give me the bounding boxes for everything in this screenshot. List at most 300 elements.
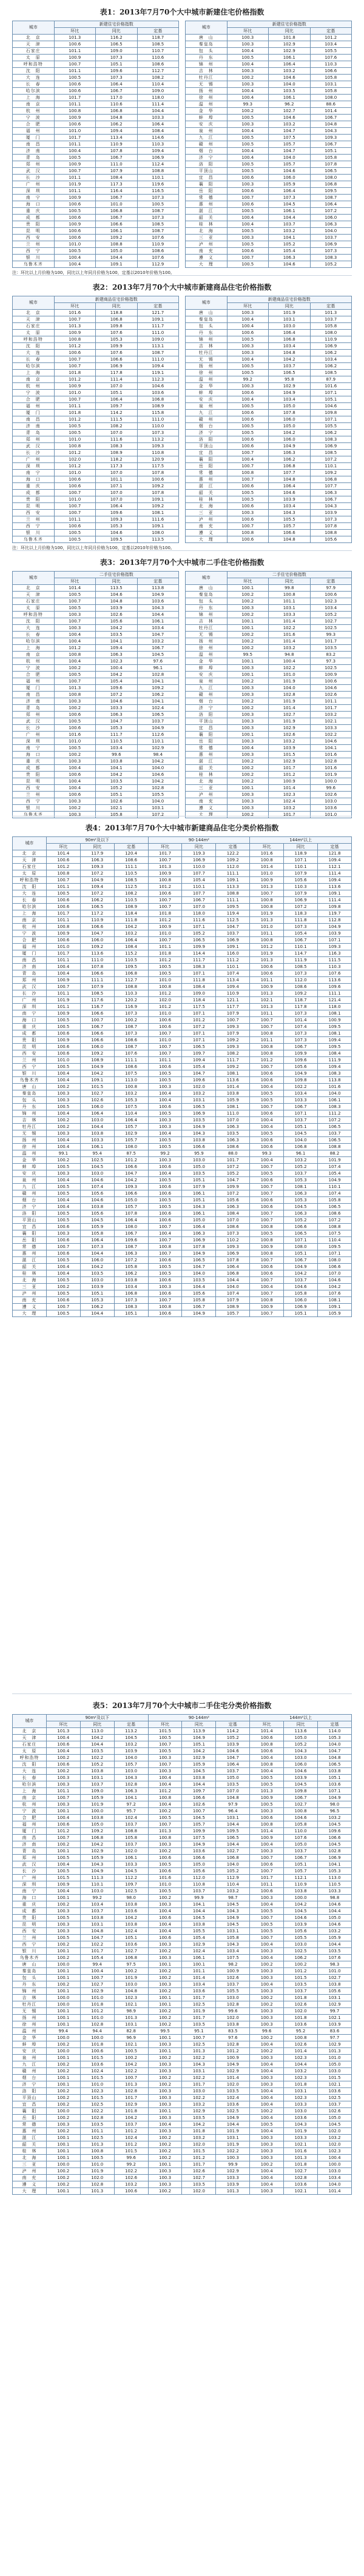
index-value: 102.1 xyxy=(318,2015,352,2021)
index-value: 107.1 xyxy=(284,857,318,864)
index-value: 100.3 xyxy=(227,35,269,41)
index-value: 100.8 xyxy=(80,2148,114,2155)
index-value: 104.5 xyxy=(318,2121,352,2128)
index-value: 105.6 xyxy=(80,1210,114,1217)
index-value: 107.7 xyxy=(269,470,311,476)
table-4-title: 表4：2013年7月70个大中城市新建商品住宅分类价格指数 xyxy=(85,824,279,832)
index-value: 113.4 xyxy=(96,135,138,141)
index-value: 107.0 xyxy=(182,904,216,910)
index-value: 106.5 xyxy=(318,1204,352,1210)
index-value: 106.6 xyxy=(182,1855,216,1861)
index-value: 109.4 xyxy=(318,1037,352,1044)
column-separator xyxy=(179,450,186,456)
index-value: 110.9 xyxy=(137,241,179,248)
index-value: 102.2 xyxy=(182,2055,216,2061)
index-value: 100.6 xyxy=(54,483,96,490)
index-value: 105.1 xyxy=(284,1861,318,1868)
column-separator xyxy=(179,523,186,530)
city-name: 天 津 xyxy=(13,857,47,864)
table-row xyxy=(13,812,352,818)
table-row xyxy=(13,1084,352,1090)
index-value: 100.6 xyxy=(227,248,269,255)
city-name: 南 昌 xyxy=(13,416,55,423)
index-value: 106.8 xyxy=(96,208,138,215)
index-value: 100.3 xyxy=(148,1124,182,1130)
index-value: 100.7 xyxy=(148,897,182,904)
index-value: 100.3 xyxy=(250,2075,284,2081)
index-value: 106.6 xyxy=(80,1030,114,1037)
index-value: 103.1 xyxy=(318,1995,352,2001)
index-value: 99.9 xyxy=(216,2161,250,2168)
index-value: 100.6 xyxy=(250,964,284,970)
index-value: 101.9 xyxy=(318,1157,352,1164)
index-value: 104.9 xyxy=(182,1124,216,1130)
city-name: 海 口 xyxy=(13,476,55,483)
city-name: 济 宁 xyxy=(13,2081,47,2088)
index-value: 111.7 xyxy=(182,957,216,964)
city-name: 蚌 埠 xyxy=(186,115,228,121)
city-name: 北 海 xyxy=(186,228,228,235)
index-value: 108.2 xyxy=(96,423,138,430)
index-value: 100.3 xyxy=(46,1097,80,1104)
index-value: 107.3 xyxy=(284,1037,318,1044)
index-value: 102.9 xyxy=(182,2108,216,2115)
table-row xyxy=(13,316,352,323)
city-name: 大 连 xyxy=(13,75,55,81)
index-value: 103.1 xyxy=(284,2088,318,2095)
index-value: 100.1 xyxy=(46,2055,80,2061)
column-separator xyxy=(179,135,186,141)
city-name: 厦 门 xyxy=(13,685,55,692)
index-value: 108.7 xyxy=(114,1024,148,1030)
index-value: 100.8 xyxy=(114,1084,148,1090)
city-name: 兰 州 xyxy=(13,1935,47,1941)
index-value: 106.4 xyxy=(80,1237,114,1244)
index-value: 100.4 xyxy=(54,785,96,792)
table-row xyxy=(13,1037,352,1044)
index-value: 111.4 xyxy=(318,870,352,877)
index-value: 100.4 xyxy=(46,1137,80,1144)
index-value: 104.5 xyxy=(284,1781,318,1788)
table-row xyxy=(13,2008,352,2015)
index-value: 102.9 xyxy=(318,2041,352,2048)
index-value: 87.5 xyxy=(114,1150,148,1157)
city-name: 福 州 xyxy=(13,678,55,685)
column-separator xyxy=(179,503,186,510)
table-row xyxy=(13,924,352,930)
city-name: 韶 关 xyxy=(13,1264,47,1270)
index-value: 100.1 xyxy=(46,2015,80,2021)
city-name: 泸 州 xyxy=(186,516,228,523)
index-value: 110.5 xyxy=(114,957,148,964)
index-value: 103.5 xyxy=(80,1270,114,1277)
index-value: 100.3 xyxy=(148,2181,182,2188)
city-name: 蚌 埠 xyxy=(13,1164,47,1170)
index-value: 100.6 xyxy=(250,1204,284,1210)
index-value: 101.5 xyxy=(80,2095,114,2101)
table-row xyxy=(13,1788,352,1795)
index-value: 101.4 xyxy=(269,638,311,645)
city-name: 海 口 xyxy=(13,201,55,208)
index-value: 101.2 xyxy=(148,990,182,997)
city-name: 昆 明 xyxy=(13,503,55,510)
index-value: 103.5 xyxy=(182,2181,216,2188)
table-row xyxy=(13,698,352,705)
index-value: 105.5 xyxy=(310,48,352,55)
index-value: 105.7 xyxy=(182,1821,216,1828)
index-value: 109.0 xyxy=(80,1788,114,1795)
column-separator xyxy=(179,456,186,463)
index-value: 103.2 xyxy=(114,930,148,937)
column-separator xyxy=(179,592,186,598)
city-name: 泉 州 xyxy=(186,128,228,135)
city-name: 乌鲁木齐 xyxy=(13,536,55,543)
index-value: 105.4 xyxy=(182,1935,216,1941)
index-value: 100.5 xyxy=(148,1204,182,1210)
table-2-block xyxy=(12,282,352,551)
index-value: 101.0 xyxy=(54,436,96,443)
index-value: 105.8 xyxy=(114,1835,148,1841)
index-value: 102.6 xyxy=(310,692,352,698)
col-header: 定基 xyxy=(310,578,352,585)
index-value: 106.3 xyxy=(310,490,352,496)
index-value: 100.2 xyxy=(284,1961,318,1968)
index-value: 109.9 xyxy=(216,1184,250,1190)
index-value: 107.1 xyxy=(318,1788,352,1795)
index-value: 100.7 xyxy=(54,396,96,403)
index-value: 106.7 xyxy=(284,1795,318,1801)
city-name: 惠 州 xyxy=(186,476,228,483)
index-value: 100.3 xyxy=(148,1841,182,1848)
city-name: 昆 明 xyxy=(13,228,55,235)
city-name: 九 江 xyxy=(13,2061,47,2068)
index-value: 111.0 xyxy=(96,161,138,168)
index-value: 100.7 xyxy=(250,1184,284,1190)
index-value: 109.4 xyxy=(318,1064,352,1070)
column-separator xyxy=(179,241,186,248)
index-value: 101.3 xyxy=(318,2048,352,2055)
index-value: 103.7 xyxy=(284,1277,318,1284)
table-header xyxy=(13,837,352,850)
table-row xyxy=(13,1030,352,1037)
city-name: 重 庆 xyxy=(13,1901,47,1908)
index-value: 107.1 xyxy=(310,416,352,423)
index-value: 106.4 xyxy=(96,503,138,510)
table-row xyxy=(13,1901,352,1908)
index-value: 113.6 xyxy=(284,1728,318,1735)
column-separator xyxy=(179,316,186,323)
table-row xyxy=(13,712,352,718)
column-separator xyxy=(179,48,186,55)
index-value: 104.4 xyxy=(80,1250,114,1257)
index-value: 106.6 xyxy=(96,356,138,363)
index-value: 102.5 xyxy=(182,2041,216,2048)
index-value: 105.4 xyxy=(269,248,311,255)
index-value: 104.9 xyxy=(137,592,179,598)
index-value: 106.7 xyxy=(182,897,216,904)
index-value: 103.3 xyxy=(216,2175,250,2181)
index-value: 103.8 xyxy=(80,1815,114,1821)
city-name: 合 肥 xyxy=(13,672,55,678)
index-value: 103.8 xyxy=(182,1775,216,1781)
table-row xyxy=(13,1835,352,1841)
index-value: 105.1 xyxy=(284,1310,318,1317)
index-value: 108.5 xyxy=(310,370,352,376)
index-value: 103.7 xyxy=(114,1841,148,1848)
col-header: 定基 xyxy=(114,844,148,850)
table-2-title: 表2：2013年7月70个大中城市新建商品住宅价格指数 xyxy=(92,283,272,292)
index-value: 110.1 xyxy=(216,964,250,970)
table-row xyxy=(13,1955,352,1961)
index-value: 105.3 xyxy=(284,1197,318,1204)
table-row xyxy=(13,463,352,470)
index-value: 105.3 xyxy=(96,336,138,343)
column-separator xyxy=(179,536,186,543)
city-name: 厦 门 xyxy=(13,410,55,416)
index-value: 108.6 xyxy=(114,1037,148,1044)
city-name: 西 安 xyxy=(13,785,55,792)
index-value: 108.2 xyxy=(114,890,148,897)
index-value: 101.1 xyxy=(250,930,284,937)
index-value: 100.4 xyxy=(80,1968,114,1975)
city-name: 哈尔滨 xyxy=(13,638,55,645)
table-row xyxy=(13,2128,352,2135)
city-name: 北 京 xyxy=(13,850,47,857)
index-value: 104.0 xyxy=(269,81,311,88)
table-1-block xyxy=(12,7,352,276)
index-value: 104.6 xyxy=(269,168,311,175)
index-value: 106.4 xyxy=(269,61,311,68)
index-value: 102.9 xyxy=(269,41,311,48)
index-value: 100.4 xyxy=(250,2041,284,2048)
column-separator xyxy=(179,350,186,356)
index-value: 107.8 xyxy=(137,490,179,496)
index-value: 101.8 xyxy=(284,1995,318,2001)
index-value: 101.0 xyxy=(310,812,352,818)
index-value: 100.2 xyxy=(227,772,269,778)
index-value: 100.8 xyxy=(148,1304,182,1310)
index-value: 99.2 xyxy=(148,1150,182,1157)
index-value: 101.3 xyxy=(182,2048,216,2055)
index-value: 99.3 xyxy=(310,632,352,638)
index-value: 104.4 xyxy=(80,1124,114,1130)
index-value: 106.9 xyxy=(182,1237,216,1244)
city-name: 桂 林 xyxy=(186,772,228,778)
index-value: 104.6 xyxy=(269,490,311,496)
index-value: 101.3 xyxy=(54,323,96,330)
index-value: 103.6 xyxy=(137,390,179,396)
table-row xyxy=(13,1077,352,1084)
index-value: 106.9 xyxy=(310,443,352,450)
index-value: 101.9 xyxy=(80,2168,114,2175)
index-value: 103.7 xyxy=(284,1848,318,1855)
index-value: 103.2 xyxy=(137,638,179,645)
index-value: 101.0 xyxy=(318,2055,352,2061)
city-name: 杭 州 xyxy=(13,924,47,930)
index-value: 106.1 xyxy=(182,1955,216,1961)
city-name: 徐 州 xyxy=(13,1144,47,1150)
index-value: 101.9 xyxy=(250,910,284,917)
table-row xyxy=(13,1735,352,1741)
index-value: 100.3 xyxy=(148,2041,182,2048)
column-separator xyxy=(179,812,186,818)
index-value: 100.3 xyxy=(227,605,269,612)
index-value: 100.6 xyxy=(148,1310,182,1317)
city-name: 泸 州 xyxy=(13,2168,47,2175)
index-value: 100.0 xyxy=(80,2035,114,2041)
index-value: 109.2 xyxy=(310,470,352,476)
index-value: 83.2 xyxy=(310,652,352,658)
city-name: 武 汉 xyxy=(13,443,55,450)
index-value: 113.9 xyxy=(182,1728,216,1735)
index-value: 101.7 xyxy=(114,2095,148,2101)
index-value: 95.8 xyxy=(269,376,311,383)
index-value: 101.7 xyxy=(182,2015,216,2021)
index-value: 111.7 xyxy=(96,732,138,738)
col-header: 环比 xyxy=(148,1721,182,1728)
city-name: 海 口 xyxy=(13,1017,47,1024)
index-value: 106.9 xyxy=(310,343,352,350)
index-value: 101.2 xyxy=(54,450,96,456)
index-value: 102.6 xyxy=(269,732,311,738)
column-separator xyxy=(179,738,186,745)
index-value: 102.9 xyxy=(182,1755,216,1761)
index-value: 108.3 xyxy=(182,964,216,970)
index-value: 107.9 xyxy=(284,870,318,877)
index-value: 103.0 xyxy=(318,2068,352,2075)
index-value: 100.4 xyxy=(250,2128,284,2135)
index-value: 108.6 xyxy=(216,1224,250,1230)
index-value: 110.1 xyxy=(182,884,216,890)
index-value: 106.4 xyxy=(310,201,352,208)
index-value: 101.4 xyxy=(216,1084,250,1090)
index-value: 100.1 xyxy=(46,1988,80,1995)
index-value: 100.5 xyxy=(46,1935,80,1941)
index-value: 100.3 xyxy=(148,1084,182,1090)
index-value: 100.6 xyxy=(148,1024,182,1030)
index-value: 100.4 xyxy=(250,2068,284,2075)
city-name: 济 宁 xyxy=(186,430,228,436)
city-name: 西 宁 xyxy=(13,798,55,805)
index-value: 100.4 xyxy=(46,1735,80,1741)
index-value: 100.4 xyxy=(250,1955,284,1961)
index-value: 103.2 xyxy=(216,1888,250,1895)
index-value: 104.9 xyxy=(216,1915,250,1921)
index-value: 106.7 xyxy=(96,195,138,201)
index-value: 102.2 xyxy=(182,2075,216,2081)
table-row xyxy=(13,135,352,141)
city-name: 南 昌 xyxy=(13,957,47,964)
index-value: 105.0 xyxy=(182,1861,216,1868)
index-value: 102.0 xyxy=(318,2128,352,2135)
index-value: 100.2 xyxy=(227,75,269,81)
index-value: 104.1 xyxy=(269,235,311,241)
column-separator xyxy=(179,463,186,470)
index-value: 100.1 xyxy=(46,1848,80,1855)
table-row xyxy=(13,930,352,937)
index-value: 100.3 xyxy=(148,1284,182,1290)
index-value: 106.4 xyxy=(114,1217,148,1224)
table-row xyxy=(13,490,352,496)
index-value: 116.7 xyxy=(80,1004,114,1010)
index-value: 100.3 xyxy=(227,81,269,88)
index-value: 110.1 xyxy=(284,944,318,950)
column-separator xyxy=(179,785,186,792)
index-value: 101.2 xyxy=(148,1004,182,1010)
index-value: 100.2 xyxy=(148,2008,182,2015)
index-value: 103.9 xyxy=(318,2021,352,2028)
col-header: 环比 xyxy=(227,578,269,585)
index-value: 106.9 xyxy=(182,1110,216,1117)
index-value: 103.8 xyxy=(182,1137,216,1144)
header-row xyxy=(13,837,352,844)
index-value: 103.3 xyxy=(269,612,311,618)
city-name: 上 海 xyxy=(13,910,47,917)
index-value: 101.5 xyxy=(182,2148,216,2155)
index-value: 103.7 xyxy=(80,1908,114,1915)
index-value: 104.2 xyxy=(114,2115,148,2121)
city-name: 太 原 xyxy=(13,55,55,61)
index-value: 83.5 xyxy=(216,2028,250,2035)
index-value: 100.5 xyxy=(227,115,269,121)
city-name: 重 庆 xyxy=(13,208,55,215)
index-value: 100.0 xyxy=(46,2161,80,2168)
index-value: 106.2 xyxy=(269,456,311,463)
index-value: 100.2 xyxy=(46,2128,80,2135)
index-value: 102.4 xyxy=(114,1815,148,1821)
city-name: 洛 阳 xyxy=(186,712,228,718)
index-value: 100.6 xyxy=(54,121,96,128)
index-value: 108.6 xyxy=(114,1064,148,1070)
index-value: 109.7 xyxy=(182,1788,216,1795)
index-value: 103.4 xyxy=(318,2175,352,2181)
index-value: 101.0 xyxy=(54,241,96,248)
index-value: 106.5 xyxy=(284,1230,318,1237)
table-row xyxy=(13,732,352,738)
column-separator xyxy=(179,470,186,476)
index-value: 100.6 xyxy=(80,2048,114,2055)
table-row xyxy=(13,2048,352,2055)
index-value: 100.1 xyxy=(46,2188,80,2195)
index-value: 101.7 xyxy=(269,812,311,818)
index-value: 102.2 xyxy=(216,2148,250,2155)
index-value: 107.5 xyxy=(269,135,311,141)
index-value: 104.7 xyxy=(137,632,179,638)
column-separator xyxy=(179,101,186,108)
index-value: 106.6 xyxy=(269,530,311,536)
index-value: 102.0 xyxy=(114,1848,148,1855)
table-row xyxy=(13,1190,352,1197)
index-value: 103.9 xyxy=(80,1284,114,1290)
index-value: 105.9 xyxy=(80,1855,114,1861)
index-value: 107.1 xyxy=(182,1010,216,1017)
index-value: 104.0 xyxy=(216,1861,250,1868)
table-row xyxy=(13,1184,352,1190)
city-name: 长 春 xyxy=(13,81,55,88)
index-value: 105.2 xyxy=(80,1761,114,1768)
index-value: 100.5 xyxy=(148,1110,182,1117)
index-value: 107.0 xyxy=(96,383,138,390)
index-value: 100.6 xyxy=(227,410,269,416)
index-value: 104.6 xyxy=(310,738,352,745)
index-value: 109.2 xyxy=(96,235,138,241)
index-value: 100.3 xyxy=(250,2141,284,2148)
city-name: 西 宁 xyxy=(13,1941,47,1948)
index-value: 101.8 xyxy=(284,2015,318,2021)
index-value: 106.9 xyxy=(310,241,352,248)
table-row xyxy=(13,2055,352,2061)
city-name: 宜 昌 xyxy=(186,450,228,456)
